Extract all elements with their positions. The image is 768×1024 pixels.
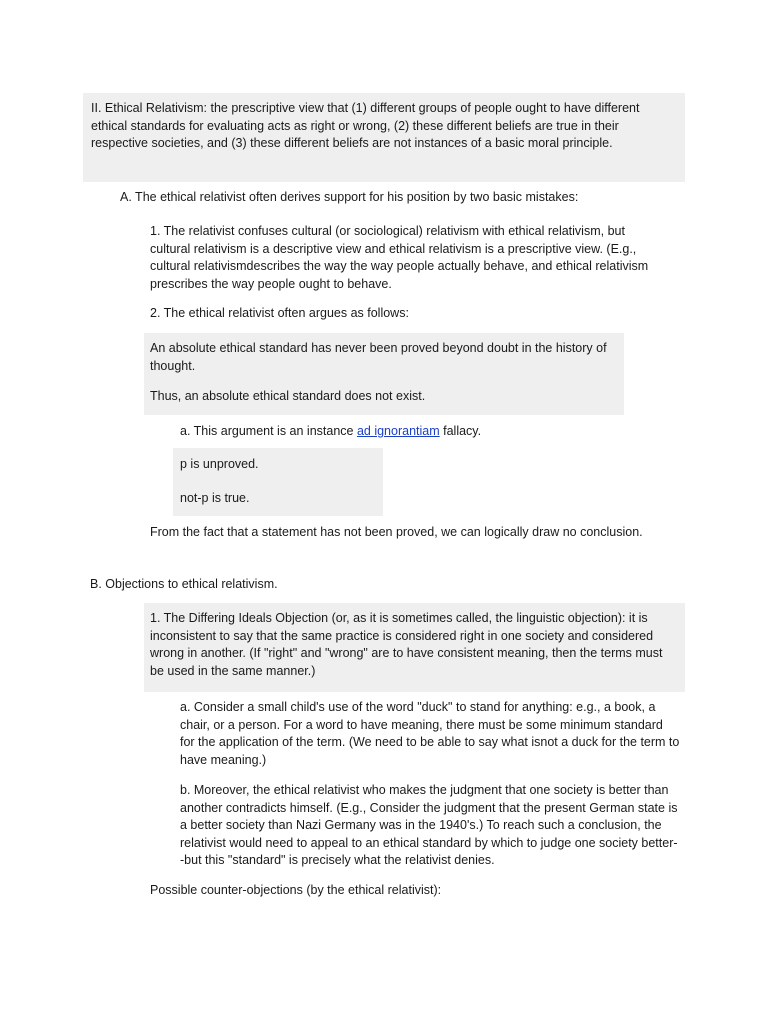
argument-conclusion: Thus, an absolute ethical standard does not exist. (150, 389, 426, 403)
logical-form-box (173, 448, 383, 516)
part-b-heading: B. Objections to ethical relativism. (90, 577, 278, 591)
form-line-2: not-p is true. (180, 491, 250, 505)
argument-box (144, 333, 624, 415)
objection-1-box (144, 603, 685, 692)
point-2-text: 2. The ethical relativist often argues as follows: (150, 306, 409, 320)
form-line-1: p is unproved. (180, 457, 259, 471)
section-ii-text: II. Ethical Relativism: the prescriptive view that (1) different groups of people ought to have different ethical standards for evaluating acts as right or wrong, (2) these different beliefs are true in their respective societies, and (3) these different beliefs are not instances of a basic moral principle. (91, 101, 640, 150)
point-1-text: 1. The relativist confuses cultural (or sociological) relativism with ethical relativism, but cultural relativism is a descriptive view and ethical relativism is a prescriptive view. (E.g., cultural relativismdescribes the way the way people actually behave, and ethical relativism prescribes the way people ought to behave. (150, 224, 649, 291)
conclusion-note: From the fact that a statement has not been proved, we can logically draw no conclusion. (150, 525, 643, 539)
fallacy-suffix: fallacy. (439, 424, 482, 438)
counter-objections-heading: Possible counter-objections (by the ethical relativist): (150, 883, 442, 897)
contradiction-example: b. Moreover, the ethical relativist who makes the judgment that one society is better than another contradicts himself. (E.g., Consider the judgment that the present German state is a better society than Nazi Germany was in the 1940's.) To reach such a conclusion, the relativist would need to appeal to an ethical standard by which to judge one society better--but this "standard" is precisely what the relativist denies. (180, 783, 678, 867)
objection-1-text: 1. The Differing Ideals Objection (or, as it is sometimes called, the linguistic objection): it is inconsistent to say that the same practice is considered right in one society and considered wrong in another. (If "right" and "wrong" are to have consistent meaning, then the terms must be used in the same manner.) (150, 611, 663, 678)
part-a-heading: A. The ethical relativist often derives support for his position by two basic mistakes: (120, 190, 579, 204)
argument-premise: An absolute ethical standard has never been proved beyond doubt in the history of thought. (150, 341, 607, 373)
fallacy-note (180, 423, 660, 441)
definition-box (83, 93, 685, 182)
fallacy-prefix: a. This argument is an instance (180, 424, 357, 438)
duck-example: a. Consider a small child's use of the word "duck" to stand for anything: e.g., a book, a chair, or a person. For a word to have meaning, there must be some minimum standard for the application of the term. (We need to be able to say what isnot a duck for the term to have meaning.) (180, 700, 680, 767)
ad-ignorantiam-link[interactable]: ad ignorantiam (356, 424, 440, 438)
